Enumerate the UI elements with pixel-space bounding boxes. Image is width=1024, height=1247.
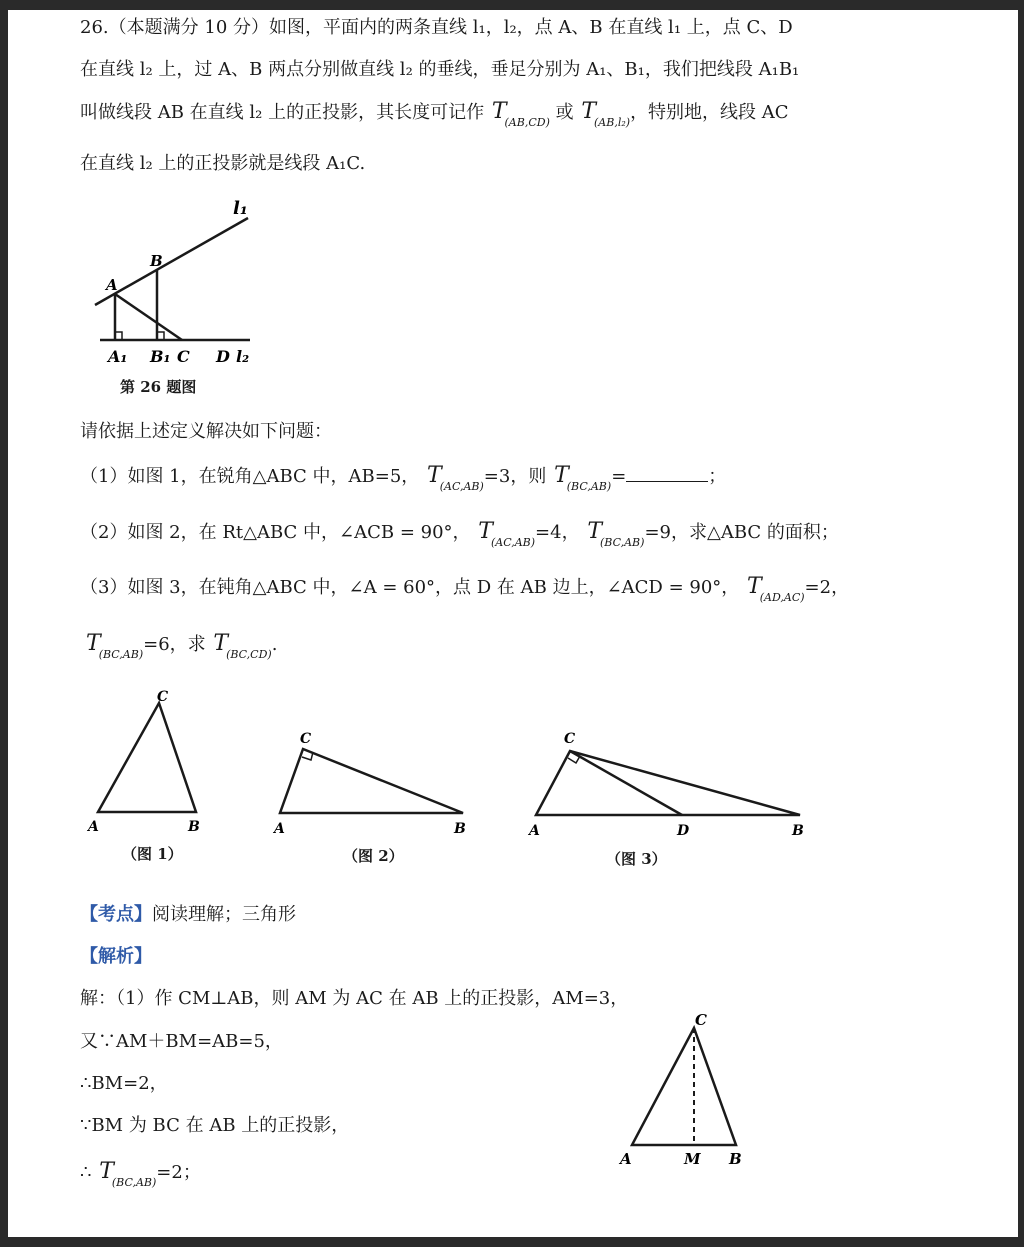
figure-1 [80,685,220,840]
t-symbol: T [99,1159,114,1184]
t-symbol: T [747,574,762,599]
t-symbol: T [587,519,603,544]
diagram-main [80,190,280,380]
frame-bottom [0,1237,1024,1247]
frame-top [0,0,1024,10]
fig1-label-b: B [188,819,200,835]
line-l1 [95,218,248,305]
figure-2-caption: （图 2） [343,847,404,865]
text: = [611,466,627,487]
t-subscript: (BC,AB) [111,1176,157,1189]
solution-line-4: ∵BM 为 BC 在 AB 上的正投影， [80,1115,350,1136]
text: =6，求 [143,634,206,655]
figure-3-caption: （图 3） [606,850,667,868]
segment-ac [115,294,182,340]
text: 或 [555,102,574,123]
frame-left [0,0,8,1247]
t-symbol: T [86,631,101,656]
triangle-abc [536,751,800,815]
kaodian-text: 阅读理解；三角形 [152,904,296,925]
t-symbol: T [491,99,507,124]
problem-line-1 [80,16,793,40]
problem-line-2: 在直线 l₂ 上，过 A、B 两点分别做直线 l₂ 的垂线，垂足分别为 A₁、B₁，我们把线段 A₁B₁ [80,59,800,80]
label-d: D [216,347,230,366]
text: 叫做线段 AB 在直线 l₂ 上的正投影，其长度可记作 [80,102,485,123]
label-l1: l₁ [233,198,248,219]
triangle-abc [632,1028,736,1145]
text: =9，求△ABC 的面积； [644,522,839,543]
problem-line-3 [80,100,789,135]
kaodian [80,903,296,927]
fig3-label-a: A [529,823,540,839]
solution-line-5 [80,1160,201,1195]
solution-line-3: ∴BM=2， [80,1073,168,1094]
text: （2）如图 2，在 Rt△ABC 中，∠ACB = 90°， [80,522,471,543]
text: ； [708,466,727,487]
text: ，特别地，线段 AC [630,102,789,123]
label-b1: B₁ [150,347,171,366]
fig3-label-b: B [792,823,804,839]
question-2 [80,520,839,555]
question-3-line-2 [84,632,277,667]
t-symbol: T [213,631,229,656]
fig2-label-a: A [274,821,285,837]
t-subscript: (BC,AB) [566,480,612,493]
t-subscript: (AB,CD) [504,116,550,129]
label-a1: A₁ [108,347,128,366]
problem-points: （本题满分 10 分） [108,17,269,38]
t-subscript: (AC,AB) [490,536,536,549]
label-b: B [150,252,163,270]
diagram-main-caption: 第 26 题图 [120,378,197,396]
text: （3）如图 3，在钝角△ABC 中，∠A = 60°，点 D 在 AB 边上，∠ACD = 90°， [80,577,740,598]
t-subscript: (AB,l₂) [594,116,631,129]
figure-2 [268,725,478,840]
t-symbol: T [554,463,569,488]
text: ∴ [80,1162,92,1183]
t-subscript: (AD,AC) [759,591,805,604]
fig3-label-d: D [677,823,690,839]
t-subscript: (BC,AB) [600,536,645,549]
text: =3，则 [483,466,547,487]
figure-1-caption: （图 1） [122,845,183,863]
fig1-label-c: C [157,689,169,705]
frame-right [1018,0,1024,1247]
t-symbol: T [478,519,493,544]
fig2-label-b: B [454,821,466,837]
sol-label-b: B [729,1150,742,1168]
sol-label-c: C [695,1011,707,1029]
t-subscript: (AC,AB) [439,480,484,493]
text: =2， [804,577,850,598]
text: =4， [535,522,580,543]
fig1-label-a: A [88,819,99,835]
solution-line-2: 又∵AM＋BM=AB=5， [80,1031,283,1052]
instruction: 请依据上述定义解决如下问题： [80,421,332,442]
t-symbol: T [581,99,597,124]
solution-line-1: 解：（1）作 CM⊥AB，则 AM 为 AC 在 AB 上的正投影，AM=3， [80,988,629,1009]
figure-solution [612,1008,757,1173]
label-a: A [106,276,118,294]
triangle-abc [98,703,196,812]
answer-blank [626,465,708,482]
question-3-line-1 [80,575,849,610]
text: =2； [156,1162,201,1183]
t-subscript: (BC,CD) [226,648,272,661]
label-c: C [177,347,190,366]
question-1 [80,464,726,499]
text: . [271,634,278,655]
sol-label-m: M [684,1150,701,1168]
fig3-label-c: C [564,731,576,747]
jiexi-label: 【解析】 [80,946,152,967]
fig2-label-c: C [300,731,312,747]
t-subscript: (BC,AB) [98,648,144,661]
t-symbol: T [427,463,442,488]
figure-3 [522,725,812,840]
problem-line-4: 在直线 l₂ 上的正投影就是线段 A₁C. [80,153,366,174]
text: （1）如图 1，在锐角△ABC 中，AB=5， [80,466,420,487]
segment-cd [570,751,682,815]
problem-number: 26. [80,17,109,38]
kaodian-label: 【考点】 [80,904,152,925]
sol-label-a: A [620,1150,632,1168]
label-l2: l₂ [236,347,250,366]
problem-intro: 如图，平面内的两条直线 l₁，l₂，点 A、B 在直线 l₁ 上，点 C、D [269,17,793,38]
jiexi [80,945,152,969]
